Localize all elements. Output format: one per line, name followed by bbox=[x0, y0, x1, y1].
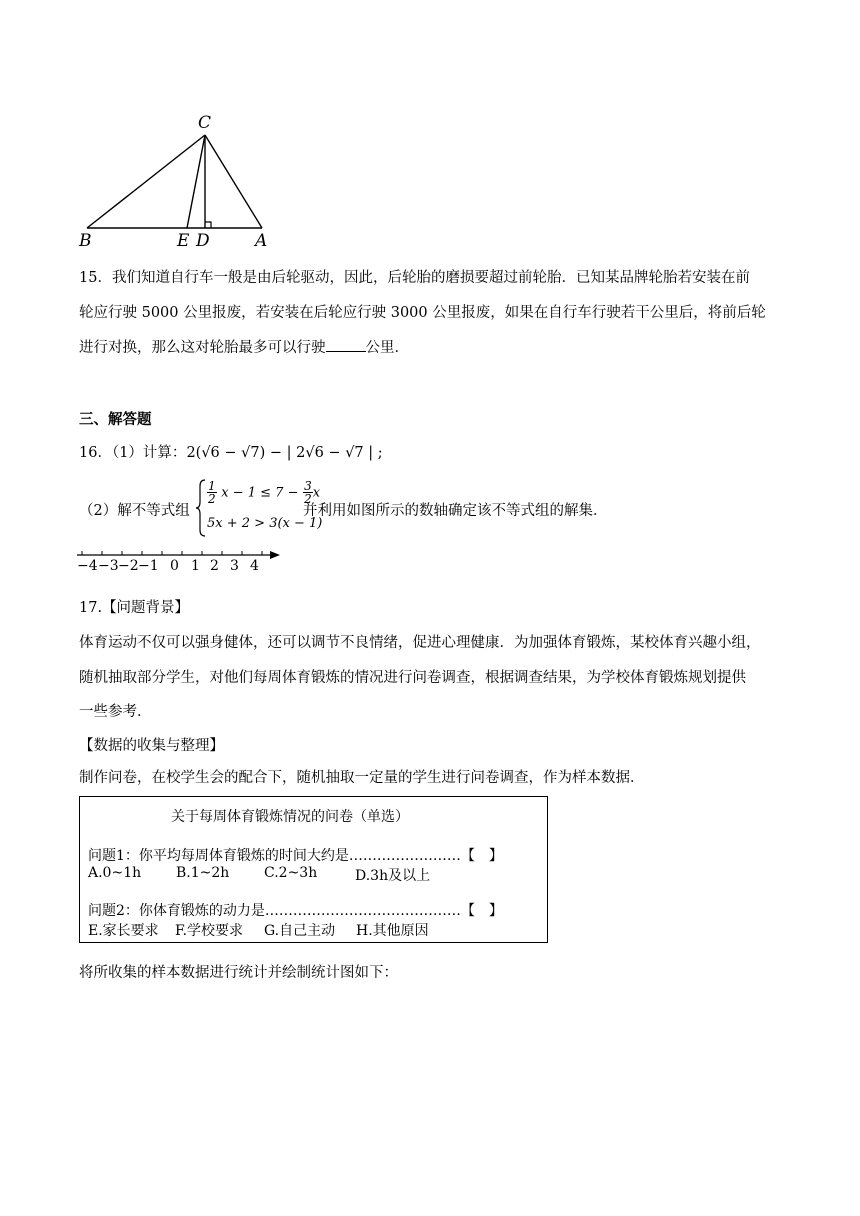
triangle-figure bbox=[70, 108, 280, 250]
inequality-2: 5x + 2 > 3(x − 1) bbox=[207, 516, 323, 531]
right-angle-mark bbox=[205, 222, 211, 228]
q15-line3-end: 公里． bbox=[365, 340, 409, 356]
tick-label: −1 bbox=[138, 558, 159, 574]
q1-option-d: D.3h及以上 bbox=[355, 868, 431, 884]
q16-part2 bbox=[79, 478, 639, 538]
q15-line1: 15．我们知道自行车一般是由后轮驱动，因此，后轮胎的磨损要超过前轮胎．已知某品牌轮胎若安装在前 bbox=[79, 270, 750, 286]
q1-option-c: C.2~3h bbox=[264, 865, 318, 881]
label-e: E bbox=[177, 231, 190, 251]
fraction-half: $\frac{1}{2}$ bbox=[208, 479, 216, 506]
q15-line2: 轮应行驶 5000 公里报废，若安装在后轮应行驶 3000 公里报废，如果在自行车行驶若干公里后，将前后轮 bbox=[79, 305, 766, 321]
label-a: A bbox=[255, 231, 268, 251]
segment-bc bbox=[87, 135, 205, 228]
segment-ac bbox=[205, 135, 262, 228]
tick-label: −3 bbox=[98, 558, 119, 574]
tick-label: 2 bbox=[210, 558, 219, 574]
q15-line3-text: 进行对换，那么这对轮胎最多可以行驶 bbox=[79, 340, 326, 356]
label-d: D bbox=[196, 231, 210, 251]
tick-label: 3 bbox=[230, 558, 239, 574]
q16-part2-text: 并利用如图所示的数轴确定该不等式组的解集． bbox=[303, 503, 608, 519]
q17-background-1: 体育运动不仅可以强身健体，还可以调节不良情绪，促进心理健康．为加强体育锻炼，某校体育兴趣小组， bbox=[79, 635, 761, 651]
q2-option-g: G.自己主动 bbox=[264, 923, 336, 939]
system-brace bbox=[195, 478, 207, 538]
q16-part2-label: （2）解不等式组 bbox=[79, 503, 190, 519]
fraction-three-halves: $\frac{3}{2}$ bbox=[304, 479, 312, 506]
q1-option-a: A.0~1h bbox=[88, 865, 142, 881]
segment-ce bbox=[187, 135, 205, 228]
tick-label: −4 bbox=[77, 558, 98, 574]
q1-option-b: B.1~2h bbox=[176, 865, 230, 881]
number-line-labels bbox=[76, 558, 282, 576]
q17-collect-text: 制作问卷，在校学生会的配合下，随机抽取一定量的学生进行问卷调查，作为样本数据． bbox=[79, 770, 645, 786]
label-b: B bbox=[79, 231, 92, 251]
tick-label: −2 bbox=[118, 558, 139, 574]
q15-line3 bbox=[79, 337, 409, 358]
q16-part1-label: 16．（1）计算： bbox=[79, 445, 187, 461]
q2-option-h: H.其他原因 bbox=[356, 923, 429, 939]
tick-label: 4 bbox=[250, 558, 259, 574]
survey-question-2: 问题2：你体育锻炼的动力是……………………………………【 】 bbox=[88, 903, 503, 919]
q17-background-2: 随机抽取部分学生，对他们每周体育锻炼的情况进行问卷调查，根据调查结果，为学校体育锻炼规划提供 bbox=[79, 670, 746, 686]
survey-title: 关于每周体育锻炼情况的问卷（单选） bbox=[171, 809, 409, 825]
ineq1-end: x bbox=[312, 485, 321, 501]
q2-option-e: E.家长要求 bbox=[88, 923, 159, 939]
q17-header: 17.【问题背景】 bbox=[79, 600, 190, 616]
q17-after-text: 将所收集的样本数据进行统计并绘制统计图如下： bbox=[79, 965, 398, 981]
survey-box bbox=[79, 796, 548, 943]
label-c: C bbox=[198, 113, 212, 133]
section-title: 三、解答题 bbox=[79, 411, 152, 428]
q17-collect-header: 【数据的收集与整理】 bbox=[79, 738, 224, 754]
survey-question-1: 问题1：你平均每周体育锻炼的时间大约是……………………【 】 bbox=[88, 848, 503, 864]
tick-label: 1 bbox=[191, 558, 200, 574]
q16-part1 bbox=[79, 443, 383, 463]
answer-blank bbox=[326, 337, 366, 352]
q17-background-3: 一些参考． bbox=[79, 704, 152, 720]
q2-option-f: F.学校要求 bbox=[175, 923, 243, 939]
ineq1-middle: x − 1 ≤ 7 − bbox=[221, 485, 299, 501]
q16-part1-expr: 2(√6 − √7) − | 2√6 − √7 | ; bbox=[186, 445, 383, 461]
tick-label: 0 bbox=[170, 558, 179, 574]
